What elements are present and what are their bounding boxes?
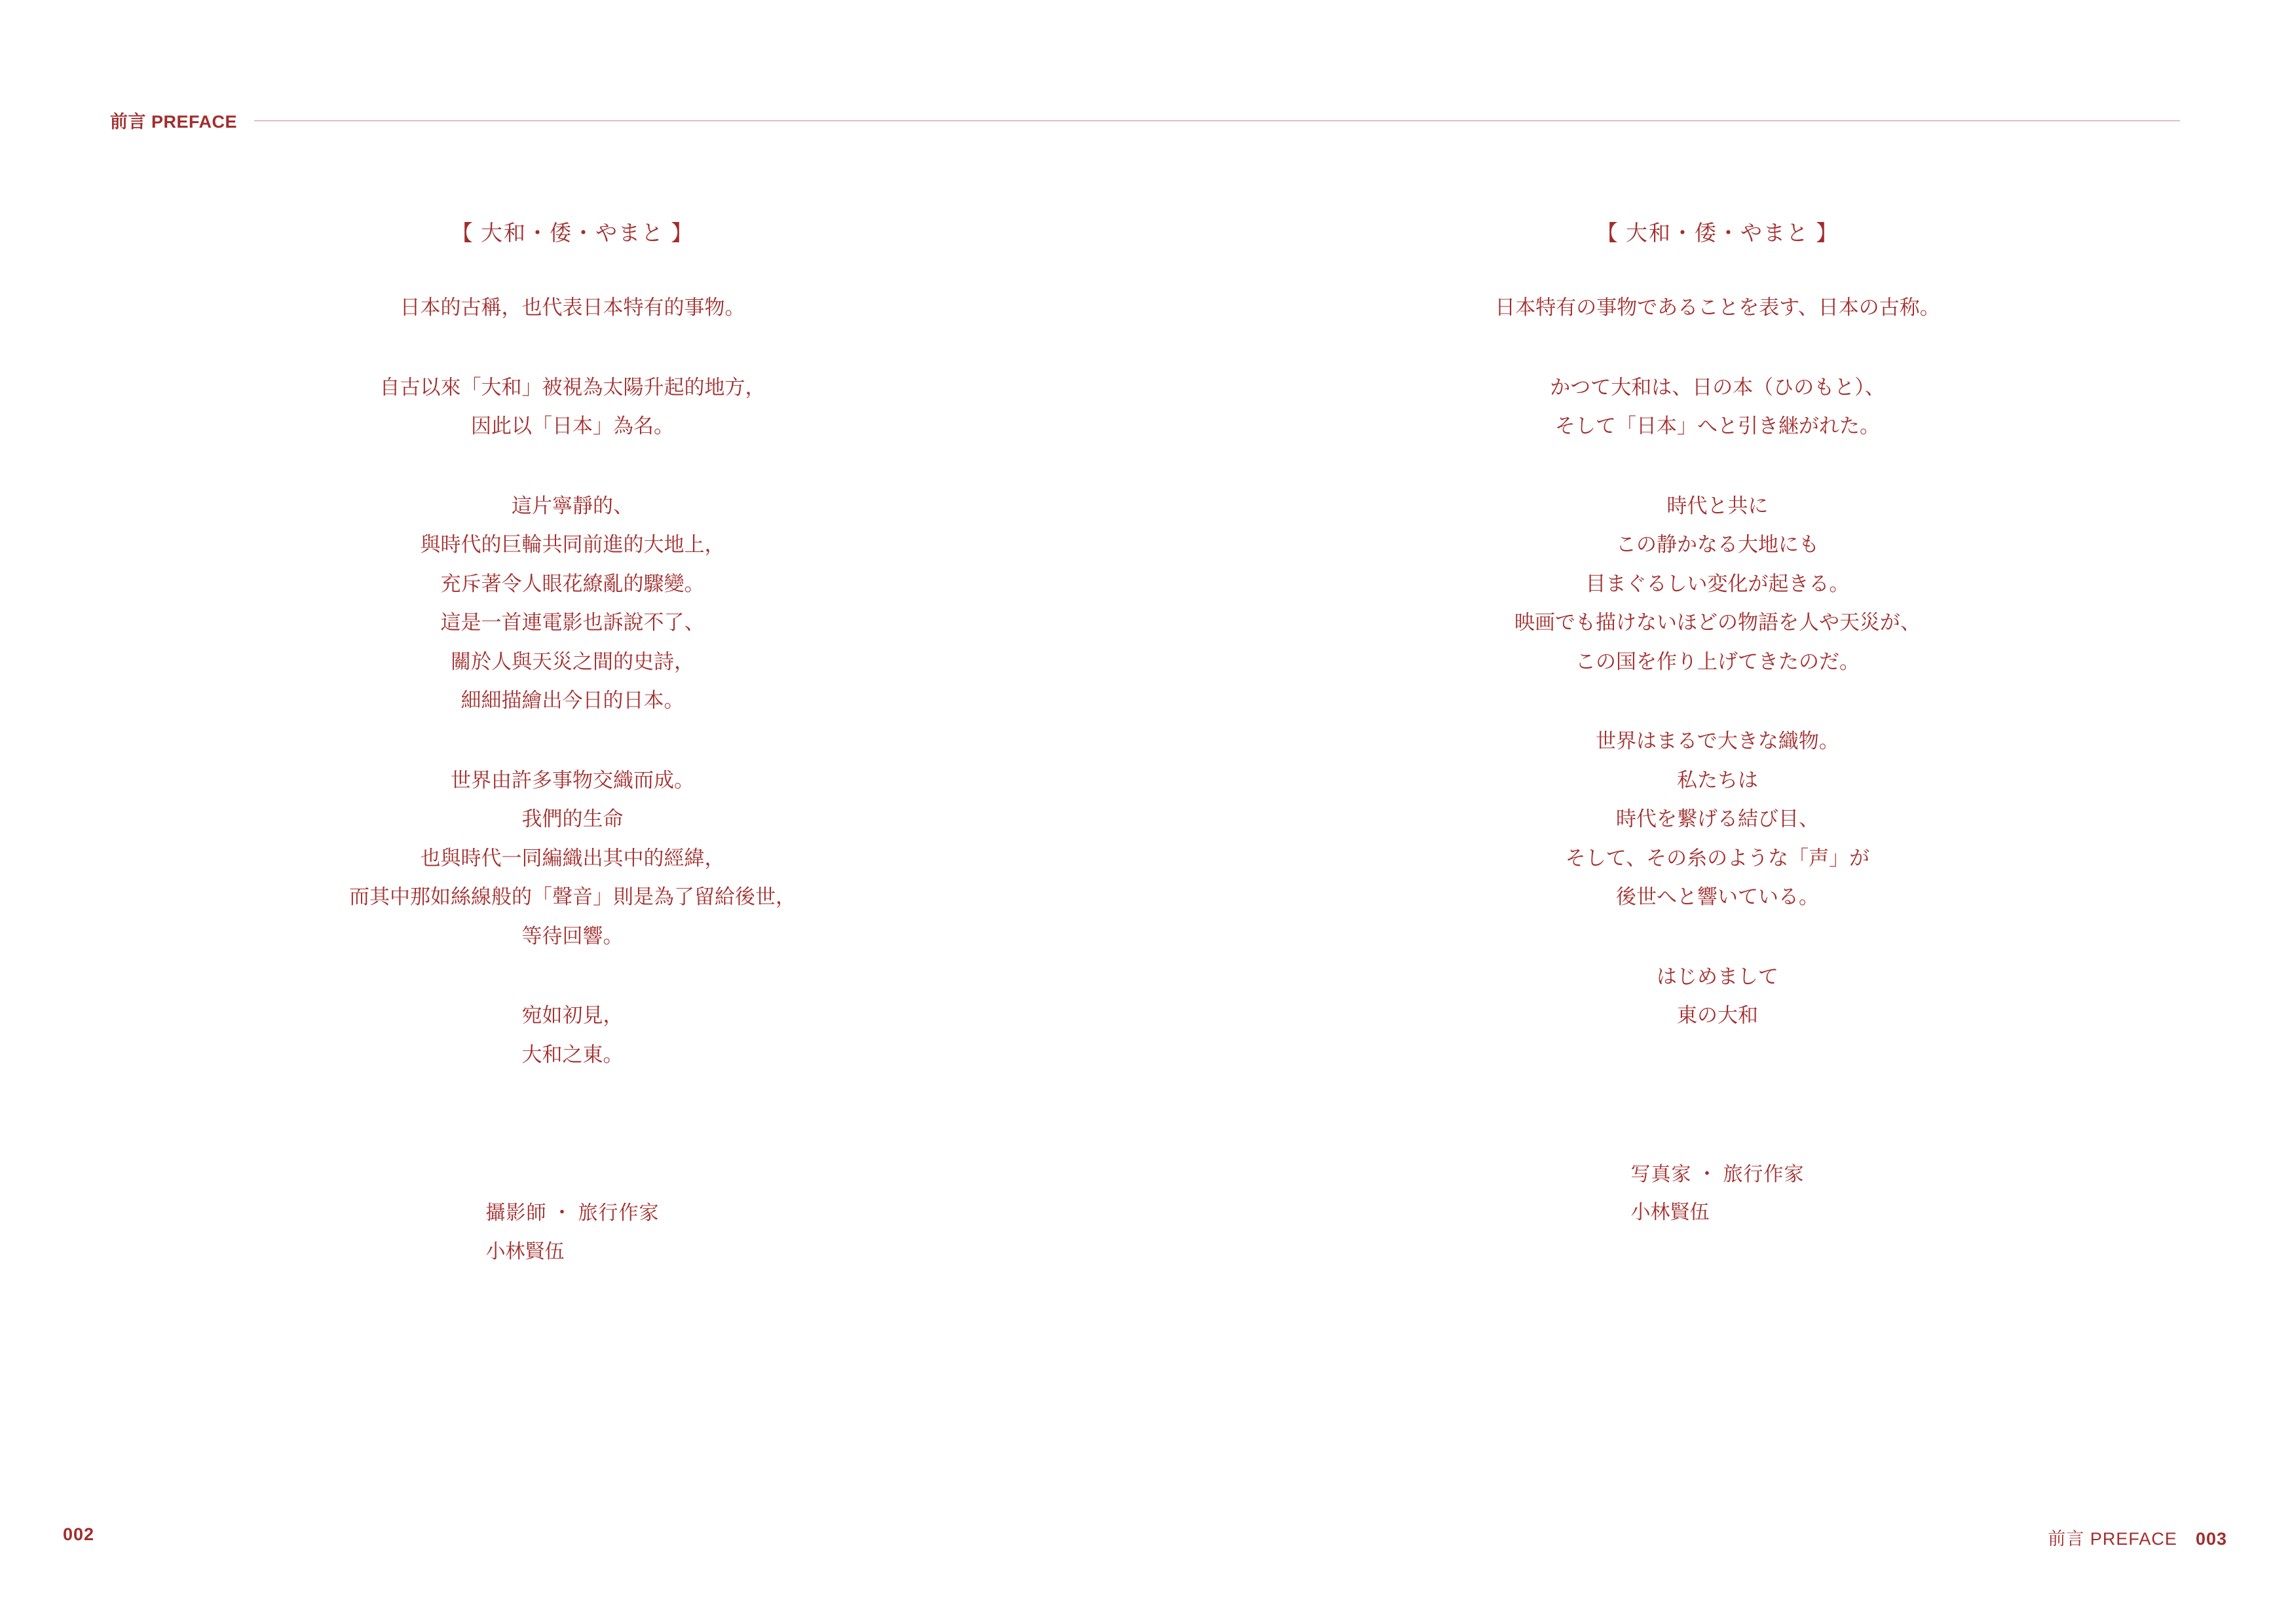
left-paragraph-2 bbox=[380, 368, 766, 446]
left-paragraph-5 bbox=[522, 996, 624, 1074]
right-paragraph-2 bbox=[1550, 368, 1885, 446]
page-footer bbox=[0, 1524, 2290, 1547]
left-page-heading: 【 大和・倭・やまと 】 bbox=[451, 222, 694, 246]
text-line: 充斥著令人眼花繚亂的驟變。 bbox=[440, 572, 705, 595]
preface-spread bbox=[0, 216, 2290, 1428]
text-line: 這是一首連電影也訴說不了、 bbox=[440, 611, 705, 635]
right-paragraph-1 bbox=[1495, 288, 1940, 327]
text-line: 這片寧靜的、 bbox=[512, 494, 633, 517]
text-line: 日本特有の事物であることを表す、日本の古称。 bbox=[1495, 296, 1940, 319]
text-line: 等待回響。 bbox=[521, 924, 624, 948]
text-line: 映画でも描けないほどの物語を人や天災が、 bbox=[1514, 611, 1921, 635]
text-line: 大和之東。 bbox=[521, 1043, 624, 1066]
text-line: 而其中那如絲線般的「聲音」則是為了留給後世， bbox=[349, 885, 796, 909]
text-line: 關於人與天災之間的史詩， bbox=[451, 650, 694, 673]
right-paragraph-5 bbox=[1657, 957, 1778, 1035]
text-line: 我們的生命 bbox=[521, 807, 624, 831]
right-signature bbox=[1631, 1156, 1805, 1232]
text-line: 世界はまるで大きな織物。 bbox=[1596, 729, 1839, 753]
header-label: 前言 PREFACE bbox=[110, 111, 238, 132]
left-paragraph-4 bbox=[349, 761, 796, 956]
text-line: この国を作り上げてきたのだ。 bbox=[1575, 650, 1860, 673]
right-page bbox=[1145, 216, 2290, 1428]
text-line: 目まぐるしい変化が起きる。 bbox=[1585, 572, 1850, 595]
text-line: この静かなる大地にも bbox=[1616, 533, 1819, 557]
text-line: 與時代的巨輪共同前進的大地上， bbox=[420, 533, 725, 557]
text-line: 時代を繋げる結び目、 bbox=[1615, 807, 1819, 831]
right-paragraph-3 bbox=[1514, 487, 1921, 682]
left-signature bbox=[486, 1194, 660, 1271]
folio-right-number: 003 bbox=[2195, 1529, 2227, 1549]
text-line: そして、その糸のような「声」が bbox=[1565, 846, 1870, 870]
signature-role: 攝影師 ・ 旅行作家 bbox=[485, 1202, 660, 1225]
folio-right-group bbox=[2048, 1524, 2227, 1550]
signature-role: 写真家 ・ 旅行作家 bbox=[1630, 1163, 1805, 1185]
text-line: 自古以來「大和」被視為太陽升起的地方， bbox=[379, 375, 766, 399]
text-line: 細細描繪出今日的日本。 bbox=[460, 689, 685, 712]
text-line: 因此以「日本」為名。 bbox=[471, 415, 674, 438]
text-line: 也與時代一同編織出其中的經緯， bbox=[420, 846, 725, 870]
signature-name: 小林賢伍 bbox=[485, 1240, 565, 1263]
text-line: 日本的古稱，也代表日本特有的事物。 bbox=[400, 296, 745, 319]
text-line: かつて大和は、日の本（ひのもと）、 bbox=[1550, 375, 1885, 399]
text-line: 宛如初見， bbox=[521, 1004, 624, 1027]
text-line: はじめまして bbox=[1657, 965, 1778, 988]
text-line: 東の大和 bbox=[1677, 1004, 1758, 1027]
signature-name: 小林賢伍 bbox=[1630, 1202, 1710, 1224]
right-page-heading: 【 大和・倭・やまと 】 bbox=[1596, 222, 1839, 246]
preface-header bbox=[110, 110, 2180, 130]
text-line: 後世へと響いている。 bbox=[1615, 885, 1819, 909]
left-paragraph-1 bbox=[400, 288, 745, 327]
text-line: 時代と共に bbox=[1666, 494, 1769, 517]
text-line: そして「日本」へと引き継がれた。 bbox=[1555, 415, 1880, 438]
right-paragraph-4 bbox=[1566, 722, 1869, 917]
header-divider bbox=[254, 120, 2180, 121]
left-paragraph-3 bbox=[421, 487, 725, 720]
text-line: 私たちは bbox=[1676, 768, 1758, 792]
text-line: 世界由許多事物交織而成。 bbox=[451, 768, 694, 792]
folio-left: 002 bbox=[63, 1524, 95, 1544]
left-page bbox=[0, 216, 1145, 1428]
folio-section-label: 前言 PREFACE bbox=[2048, 1529, 2177, 1549]
